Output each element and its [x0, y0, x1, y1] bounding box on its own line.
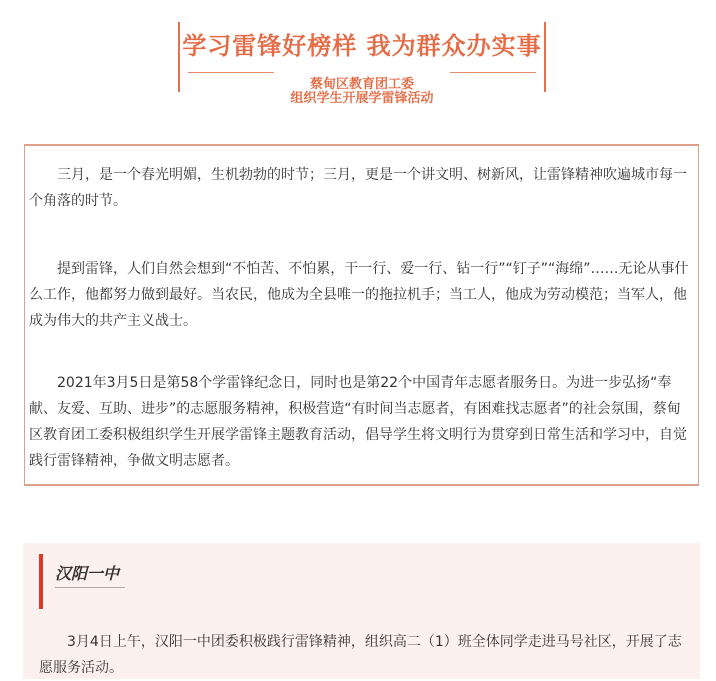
- intro-paragraph-1: 三月，是一个春光明媚，生机勃勃的时节；三月，更是一个讲文明、树新风，让雷锋精神吹遍城市每一个角落的时节。: [29, 167, 687, 209]
- intro-paragraph-2: 提到雷锋，人们自然会想到“不怕苦、不怕累，干一行、爱一行、钻一行”“钉子”“海绵”……无论从事什么工作，他都努力做到最好。当农民，他成为全县唯一的拖拉机手；当工人，他成为劳动模范；当军人，他成为伟大的共产主义战士。: [29, 261, 689, 329]
- subtitle-right-line: [450, 72, 536, 73]
- subtitle-left-line: [188, 72, 274, 73]
- page-subtitle-line2: 组织学生开展学雷锋活动: [290, 91, 434, 106]
- section-paragraph: 3月4日上午，汉阳一中团委积极践行雷锋精神，组织高二（1）班全体同学走进马号社区，开展了志愿服务活动。: [39, 634, 682, 676]
- section-title: 汉阳一中: [55, 564, 120, 583]
- section-accent-bar: [39, 554, 43, 609]
- intro-paragraph-3: 2021年3月5日是第58个学雷锋纪念日，同时也是第22个中国青年志愿者服务日。为进一步弘扬“奉献、友爱、互助、进步”的志愿服务精神，积极营造“有时间当志愿者，有困难找志愿者”的社会氛围，蔡甸区教育团工委积极组织学生开展学雷锋主题教育活动，倡导学生将文明行为贯穿到日常生活和学习中，自觉践行雷锋精神，争做文明志愿者。: [29, 375, 687, 469]
- school-section: [23, 543, 700, 679]
- page-subtitle-line1: 蔡甸区教育团工委: [309, 77, 414, 92]
- section-title-underline: [55, 587, 125, 588]
- intro-box: [24, 144, 699, 486]
- article-header: [178, 20, 546, 106]
- page-title: 学习雷锋好榜样 我为群众办实事: [182, 32, 542, 60]
